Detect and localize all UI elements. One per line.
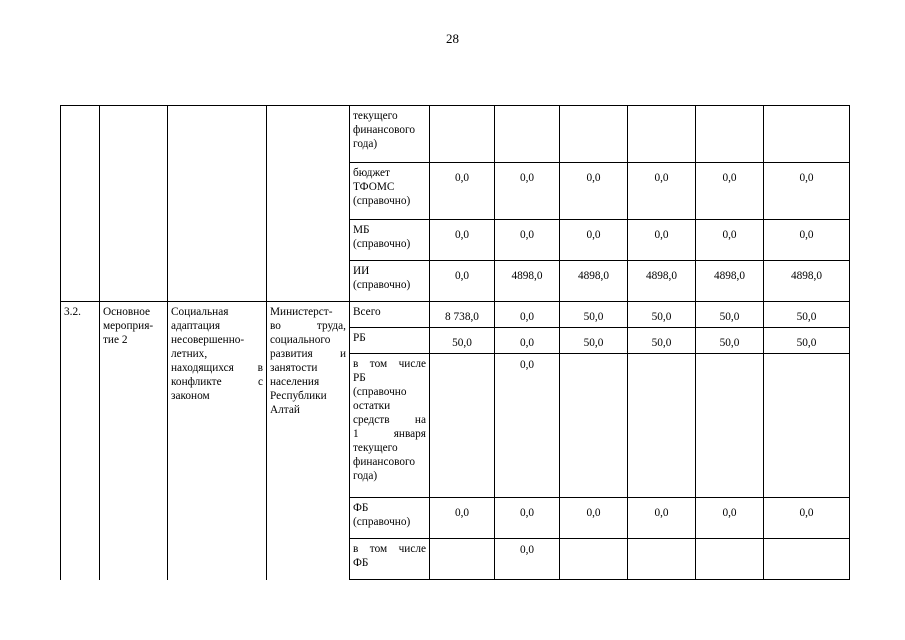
cell-line: 1 января: [353, 428, 426, 440]
value-cell: [430, 539, 495, 580]
cell-line: ФБ: [353, 557, 369, 569]
value-cell: [560, 539, 628, 580]
value-cell: [764, 539, 850, 580]
cell-line: РБ: [353, 332, 366, 344]
activity-executor: [267, 302, 350, 580]
value-cell: 0,0: [696, 220, 764, 261]
cell-line: (справочно): [353, 516, 411, 528]
cell-line: Республики: [270, 390, 327, 402]
source-cell: [350, 498, 430, 539]
cell-line: ИИ: [353, 265, 370, 277]
activity-name: [100, 302, 168, 580]
value-cell: [430, 354, 495, 498]
number-cell-empty: [61, 106, 100, 302]
value-cell: 4898,0: [764, 261, 850, 302]
value-cell: [628, 539, 696, 580]
cell-line: (справочно): [353, 195, 411, 207]
cell-line: года): [353, 138, 378, 150]
table-row: [61, 106, 850, 163]
cell-line: (справочно): [353, 279, 411, 291]
value-cell: 4898,0: [495, 261, 560, 302]
cell-line: Министерст-: [270, 306, 333, 318]
cell-line: Алтай: [270, 404, 300, 416]
value-cell: [560, 354, 628, 498]
cell-line: текущего: [353, 442, 398, 454]
source-cell: [350, 261, 430, 302]
value-cell: 50,0: [764, 328, 850, 354]
value-cell: [560, 106, 628, 163]
value-cell: [430, 106, 495, 163]
value-cell: [696, 539, 764, 580]
value-cell: 0,0: [628, 163, 696, 220]
cell-line: текущего: [353, 110, 398, 122]
value-cell: 0,0: [430, 498, 495, 539]
value-cell: [764, 354, 850, 498]
cell-line: мероприя-: [103, 320, 154, 332]
table-row: [61, 302, 850, 328]
value-cell: 50,0: [560, 328, 628, 354]
cell-line: населения: [270, 376, 320, 388]
cell-line: года): [353, 470, 378, 482]
cell-line: финансового: [353, 124, 416, 136]
value-cell: 50,0: [430, 328, 495, 354]
value-cell: 0,0: [764, 163, 850, 220]
cell-line: РБ: [353, 372, 366, 384]
cell-line: развития и: [270, 348, 346, 360]
cell-line: летних,: [171, 348, 208, 360]
cell-line: несовершенно-: [171, 334, 245, 346]
value-cell: 4898,0: [560, 261, 628, 302]
cell-line: бюджет: [353, 167, 390, 179]
value-cell: 0,0: [495, 163, 560, 220]
value-cell: 0,0: [430, 220, 495, 261]
value-cell: 0,0: [696, 498, 764, 539]
value-cell: [696, 106, 764, 163]
cell-line: Социальная: [171, 306, 229, 318]
cell-line: (справочно): [353, 238, 411, 250]
value-cell: 0,0: [495, 328, 560, 354]
cell-line: в том числе: [353, 543, 426, 555]
cell-line: остатки: [353, 400, 391, 412]
value-cell: 0,0: [495, 220, 560, 261]
cell-line: Всего: [353, 306, 381, 318]
source-cell: [350, 354, 430, 498]
value-cell: 0,0: [628, 498, 696, 539]
value-cell: 0,0: [560, 220, 628, 261]
value-cell: 50,0: [560, 302, 628, 328]
value-cell: 50,0: [628, 302, 696, 328]
cell-line: ТФОМС: [353, 181, 395, 193]
value-cell: 0,0: [495, 498, 560, 539]
cell-line: адаптация: [171, 320, 221, 332]
cell-line: занятости: [270, 362, 318, 374]
cell-line: конфликте с: [171, 376, 263, 388]
cell-line: МБ: [353, 224, 370, 236]
source-cell: [350, 163, 430, 220]
value-cell: 0,0: [495, 302, 560, 328]
name-cell-empty: [100, 106, 168, 302]
source-cell: [350, 539, 430, 580]
budget-table: [60, 105, 850, 580]
source-cell: [350, 302, 430, 328]
source-cell: [350, 106, 430, 163]
source-cell: [350, 328, 430, 354]
page-number: 28: [446, 31, 459, 46]
value-cell: 50,0: [764, 302, 850, 328]
value-cell: 8 738,0: [430, 302, 495, 328]
value-cell: [495, 106, 560, 163]
value-cell: 0,0: [628, 220, 696, 261]
value-cell: 0,0: [764, 498, 850, 539]
cell-line: финансового: [353, 456, 416, 468]
cell-line: находящихся в: [171, 362, 263, 374]
cell-line: законом: [171, 390, 210, 402]
value-cell: 0,0: [430, 163, 495, 220]
value-cell: 0,0: [495, 539, 560, 580]
value-cell: [764, 106, 850, 163]
value-cell: 50,0: [696, 302, 764, 328]
cell-line: в том числе: [353, 358, 426, 370]
description-cell-empty: [168, 106, 267, 302]
cell-line: ФБ: [353, 502, 369, 514]
source-cell: [350, 220, 430, 261]
value-cell: 0,0: [495, 354, 560, 498]
executor-cell-empty: [267, 106, 350, 302]
value-cell: 4898,0: [628, 261, 696, 302]
value-cell: 0,0: [696, 163, 764, 220]
value-cell: 0,0: [430, 261, 495, 302]
value-cell: 0,0: [560, 163, 628, 220]
value-cell: 0,0: [560, 498, 628, 539]
activity-number: 3.2.: [61, 302, 100, 580]
value-cell: 50,0: [628, 328, 696, 354]
value-cell: 50,0: [696, 328, 764, 354]
cell-line: Основное: [103, 306, 151, 318]
cell-line: средств на: [353, 414, 426, 426]
activity-description: [168, 302, 267, 580]
value-cell: [628, 106, 696, 163]
cell-line: во труда,: [270, 320, 346, 332]
value-cell: [696, 354, 764, 498]
cell-line: тие 2: [103, 334, 128, 346]
value-cell: 4898,0: [696, 261, 764, 302]
cell-line: (справочно: [353, 386, 407, 398]
value-cell: [628, 354, 696, 498]
cell-line: социального: [270, 334, 331, 346]
value-cell: 0,0: [764, 220, 850, 261]
